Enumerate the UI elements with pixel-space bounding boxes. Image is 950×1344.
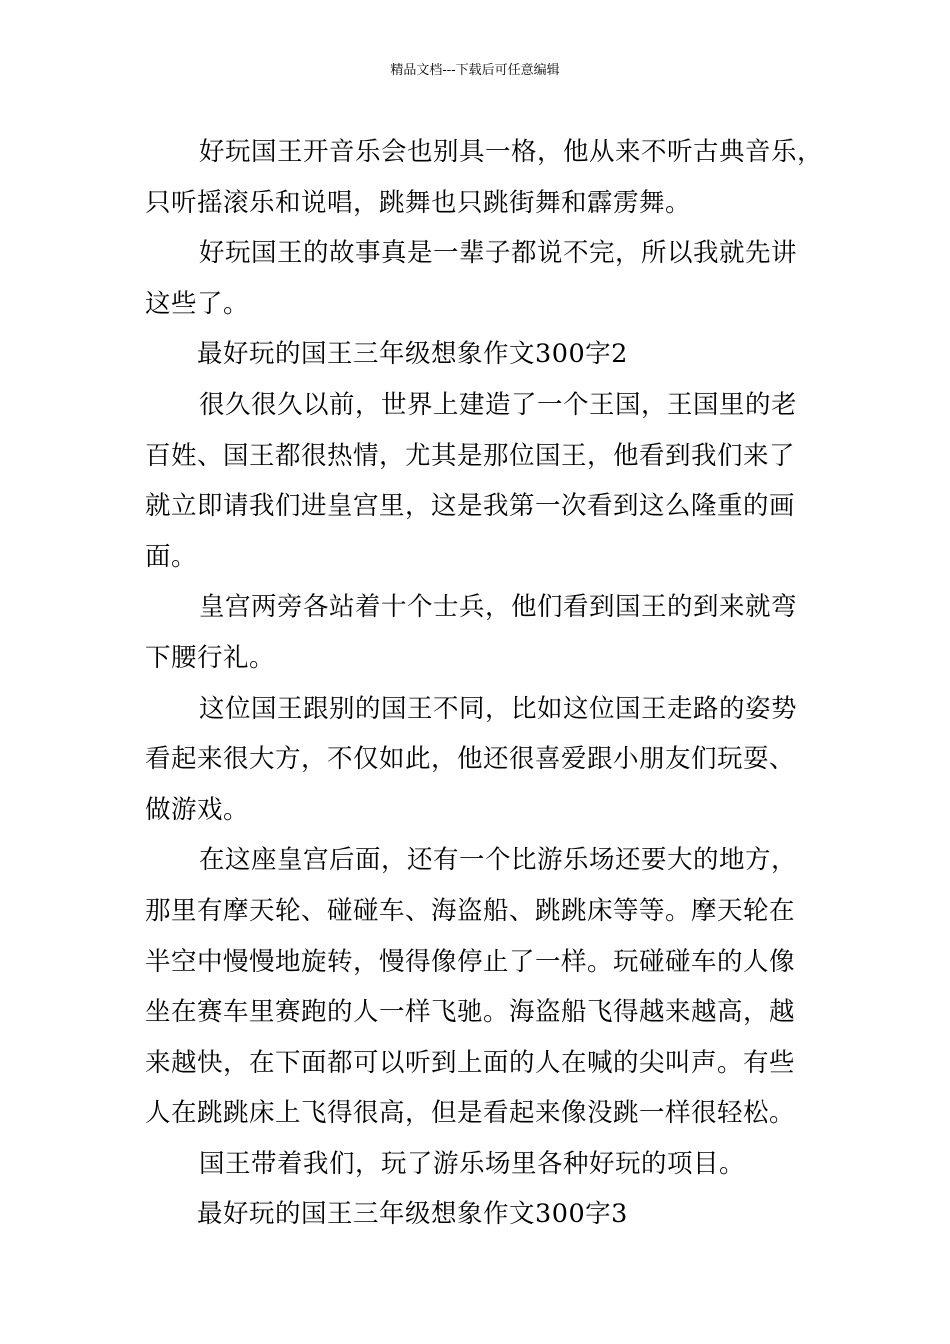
paragraph-line: 很久很久以前，世界上建造了一个王国，王国里的老 <box>199 389 798 420</box>
paragraph-line: 这些了。 <box>145 288 250 319</box>
paragraph-line: 来越快，在下面都可以听到上面的人在喊的尖叫声。有些 <box>145 1047 796 1078</box>
paragraph-line: 看起来很大方，不仅如此，他还很喜爱跟小朋友们玩耍、 <box>145 744 796 775</box>
paragraph-line: 下腰行礼。 <box>145 642 276 673</box>
paragraph-line: 坐在赛车里赛跑的人一样飞驰。海盗船飞得越来越高，越 <box>145 997 796 1028</box>
paragraph-line: 好玩国王开音乐会也别具一格，他从来不听古典音乐， <box>199 137 824 167</box>
paragraph-line: 国王带着我们，玩了游乐场里各种好玩的项目。 <box>199 1148 746 1179</box>
paragraph-line: 半空中慢慢地旋转，慢得像停止了一样。玩碰碰车的人像 <box>145 946 796 977</box>
paragraph-line: 这位国王跟别的国王不同，比如这位国王走路的姿势 <box>199 693 798 724</box>
paragraph-line: 百姓、国王都很热情，尤其是那位国王，他看到我们来了 <box>145 440 796 471</box>
paragraph-line: 就立即请我们进皇宫里，这是我第一次看到这么隆重的画 <box>145 491 796 522</box>
paragraph-line: 在这座皇宫后面，还有一个比游乐场还要大的地方， <box>199 845 798 876</box>
document-body <box>145 127 824 1240</box>
paragraph-line: 做游戏。 <box>145 794 250 825</box>
paragraph-line: 只听摇滚乐和说唱，跳舞也只跳街舞和霹雳舞。 <box>145 187 692 218</box>
paragraph-line: 皇宫两旁各站着十个士兵，他们看到国王的到来就弯 <box>199 592 798 623</box>
paragraph-line: 好玩国王的故事真是一辈子都说不完，所以我就先讲 <box>199 238 798 269</box>
page-header: 精品文档---下载后可任意编辑 <box>390 63 560 78</box>
paragraph-line: 那里有摩天轮、碰碰车、海盗船、跳跳床等等。摩天轮在 <box>145 895 796 926</box>
paragraph-line: 人在跳跳床上飞得很高，但是看起来像没跳一样很轻松。 <box>145 1098 796 1129</box>
section-heading: 最好玩的国王三年级想象作文300字3 <box>197 1199 628 1230</box>
section-heading: 最好玩的国王三年级想象作文300字2 <box>197 339 628 370</box>
paragraph-line: 面。 <box>145 541 198 572</box>
